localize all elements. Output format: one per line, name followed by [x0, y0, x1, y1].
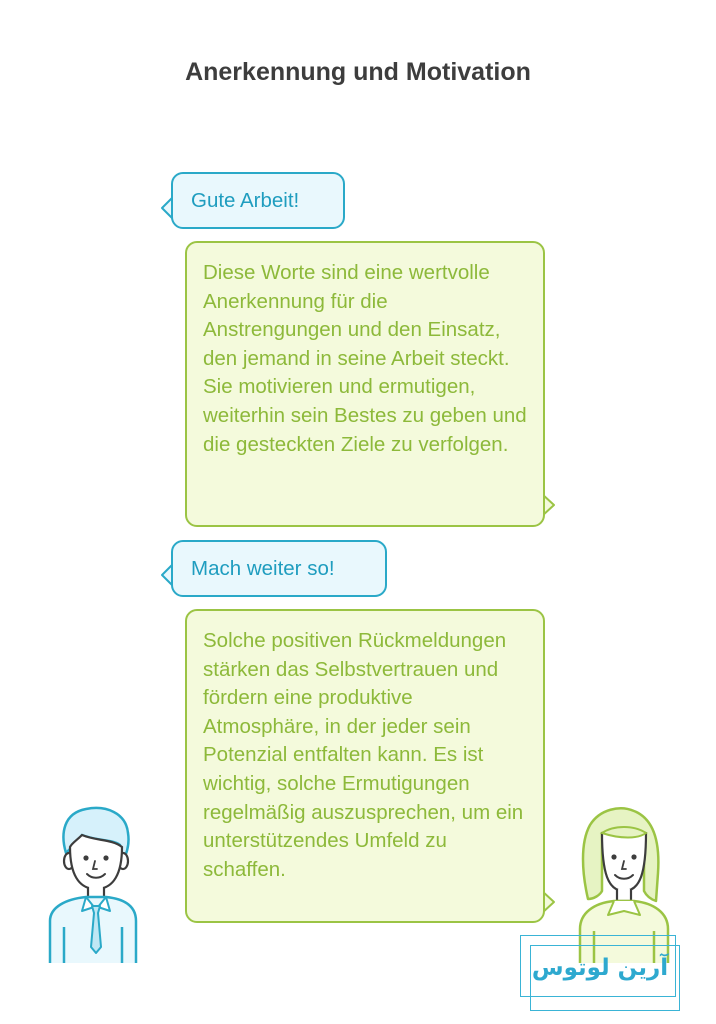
man-figure-icon	[46, 803, 140, 965]
watermark-text: آرین لوتوس	[531, 955, 669, 981]
speech-bubble-woman-2	[185, 609, 545, 923]
bubble-text: Gute Arbeit!	[191, 188, 300, 212]
speech-bubble-man-1	[171, 172, 345, 229]
bubble-text: Solche positiven Rückmeldungen stärken das Selbstvertrauen und fördern eine produktive Atmosphäre, in der jeder sein Potenzial entfalten kann. Es ist wichtig, solche Ermutigungen regelmäßig auszusprechen, um ein unterstützendes Umfeld zu schaffen.	[203, 629, 524, 881]
bubble-text: Diese Worte sind eine wertvolle Anerkennung für die Anstrengungen und den Einsatz, den jemand in seine Arbeit steckt. Sie motivieren und ermutigen, weiterhin sein Bestes zu geben und die gesteckten Ziele zu verfolgen.	[203, 261, 527, 456]
bubble-text: Mach weiter so!	[191, 556, 335, 580]
speech-bubble-woman-1	[185, 241, 545, 527]
watermark-logo	[520, 935, 680, 1010]
diagram-title: Anerkennung und Motivation	[185, 58, 531, 86]
speech-bubble-man-2	[171, 540, 387, 597]
